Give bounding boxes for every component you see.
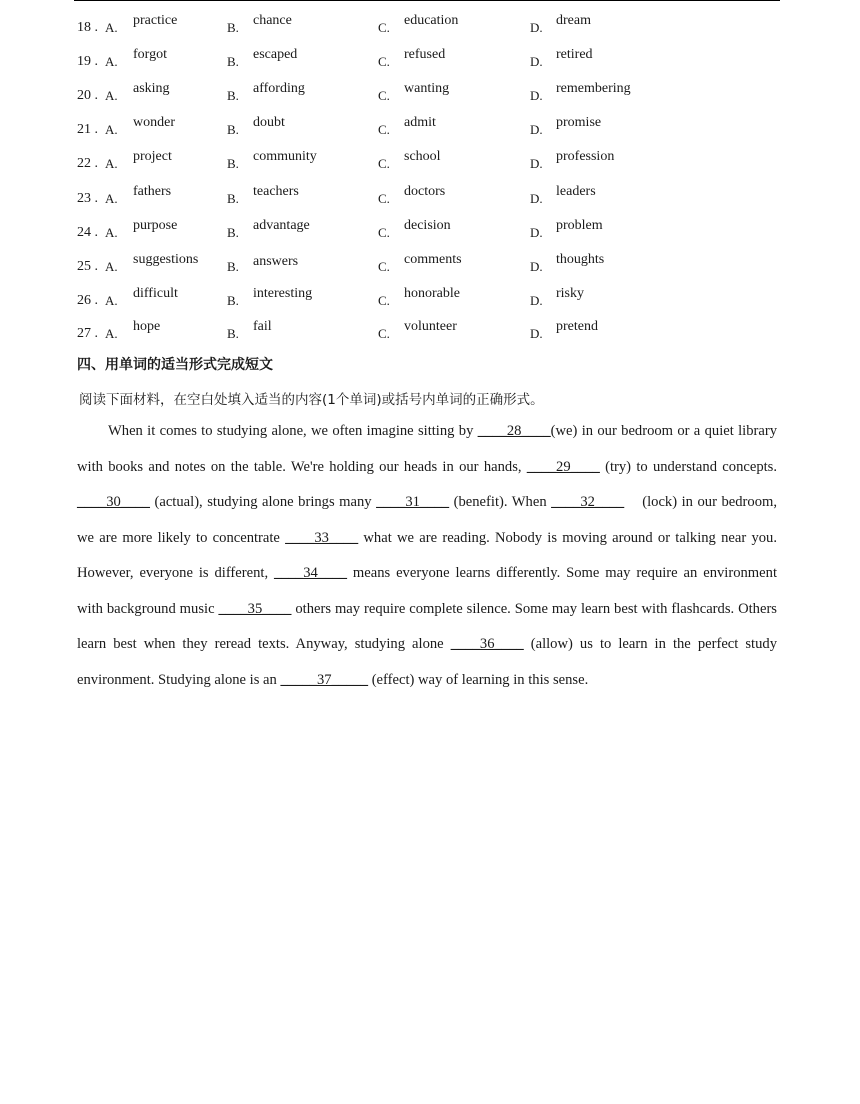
option-letter-b: B. [227, 326, 239, 341]
option-letter-d: D. [530, 20, 543, 35]
option-c: education [404, 13, 459, 28]
question-number: 27 . [77, 326, 98, 341]
option-letter-a: A. [105, 20, 118, 35]
option-letter-a: A. [105, 156, 118, 171]
option-a: practice [133, 13, 178, 28]
option-d: risky [556, 286, 584, 301]
blank-33: ____33____ [285, 529, 359, 546]
option-letter-c: C. [378, 122, 390, 137]
option-d: promise [556, 115, 602, 130]
option-letter-d: D. [530, 191, 543, 206]
option-letter-d: D. [530, 225, 543, 240]
option-letter-c: C. [378, 259, 390, 274]
option-d: remembering [556, 81, 631, 96]
option-letter-a: A. [105, 54, 118, 69]
option-b: answers [253, 254, 299, 269]
passage-paragraph [77, 414, 781, 698]
option-letter-c: C. [378, 225, 390, 240]
question-number: 18 . [77, 20, 98, 35]
option-letter-c: C. [378, 54, 390, 69]
passage-text: When it comes to studying alone, we often imagine sitting by [108, 423, 478, 439]
option-letter-d: D. [530, 88, 543, 103]
option-letter-d: D. [530, 122, 543, 137]
blank-30: ____30____ [77, 494, 150, 510]
option-c: school [404, 149, 441, 164]
question-row [77, 252, 777, 280]
passage-text: (actual), studying alone brings many [149, 494, 377, 510]
option-letter-d: D. [530, 293, 543, 308]
option-d: leaders [556, 184, 596, 199]
passage-text: what we are reading. Nobody is moving around or talking near you. However, everyone is different, [77, 529, 777, 581]
option-letter-c: C. [378, 88, 390, 103]
option-letter-a: A. [105, 259, 118, 274]
question-number: 19 . [77, 54, 98, 69]
passage-text: (we) in our bedroom or a quiet library with books and notes on the table. We're holding our heads in our hands, [77, 423, 778, 475]
blank-28: ____28____ [477, 423, 551, 439]
option-c: refused [404, 47, 446, 62]
option-a: purpose [133, 218, 178, 233]
passage-text: (lock) in our bedroom, we are more likely to concentrate [77, 494, 781, 546]
option-a: asking [133, 81, 170, 96]
option-letter-c: C. [378, 293, 390, 308]
question-row [77, 218, 777, 246]
option-b: teachers [253, 184, 299, 199]
question-row [77, 13, 777, 41]
question-row [77, 319, 777, 347]
option-c: admit [404, 115, 436, 130]
option-letter-c: C. [378, 191, 390, 206]
option-letter-b: B. [227, 20, 239, 35]
option-letter-b: B. [227, 122, 239, 137]
option-letter-d: D. [530, 326, 543, 341]
passage-text: (effect) way of learning in this sense. [368, 671, 589, 688]
passage-text: (benefit). When [449, 494, 552, 510]
question-number: 25 . [77, 259, 98, 274]
option-letter-b: B. [227, 191, 239, 206]
option-letter-b: B. [227, 293, 239, 308]
option-d: pretend [556, 319, 598, 334]
blank-29: ____29____ [526, 458, 600, 475]
option-letter-b: B. [227, 225, 239, 240]
question-row [77, 184, 777, 212]
passage-text: (try) to understand concepts. [599, 458, 777, 475]
question-row [77, 81, 777, 109]
blank-32: ____32____ [551, 494, 625, 510]
question-number: 23 . [77, 191, 98, 206]
question-number: 20 . [77, 88, 98, 103]
section-heading: 四、用单词的适当形式完成短文 [77, 357, 273, 373]
option-letter-a: A. [105, 88, 118, 103]
top-rule [74, 0, 780, 1]
option-letter-b: B. [227, 259, 239, 274]
option-letter-d: D. [530, 259, 543, 274]
question-number: 22 . [77, 156, 98, 171]
option-letter-a: A. [105, 225, 118, 240]
question-row [77, 149, 777, 177]
option-d: retired [556, 47, 593, 62]
passage-text: (allow) us to learn in the perfect study environment. Studying alone is an [77, 636, 778, 688]
option-b: affording [253, 81, 305, 96]
option-letter-b: B. [227, 88, 239, 103]
option-b: chance [253, 13, 292, 28]
option-a: forgot [133, 47, 167, 62]
option-a: difficult [133, 286, 178, 301]
option-d: problem [556, 218, 603, 233]
option-a: project [133, 149, 172, 164]
blank-35: ____35____ [218, 600, 292, 617]
option-c: comments [404, 252, 462, 267]
question-row [77, 286, 777, 314]
option-letter-a: A. [105, 326, 118, 341]
option-letter-d: D. [530, 54, 543, 69]
question-row [77, 47, 777, 75]
option-c: decision [404, 218, 451, 233]
option-letter-b: B. [227, 54, 239, 69]
question-row [77, 115, 777, 143]
blank-37: _____37_____ [280, 671, 369, 688]
question-number: 24 . [77, 225, 98, 240]
option-letter-a: A. [105, 122, 118, 137]
option-letter-a: A. [105, 293, 118, 308]
option-a: wonder [133, 115, 175, 130]
option-letter-c: C. [378, 20, 390, 35]
option-b: interesting [253, 286, 313, 301]
passage-text: means everyone learns differently. Some may require an environment with background music [77, 565, 777, 617]
option-c: wanting [404, 81, 450, 96]
option-c: doctors [404, 184, 446, 199]
option-b: doubt [253, 115, 285, 130]
passage-text: others may require complete silence. Some may learn best with flashcards. Others learn best when they reread texts. Anyway, studying alone [77, 600, 777, 652]
option-c: honorable [404, 286, 460, 301]
option-letter-c: C. [378, 156, 390, 171]
question-number: 26 . [77, 293, 98, 308]
passage [77, 414, 781, 698]
option-letter-c: C. [378, 326, 390, 341]
option-letter-b: B. [227, 156, 239, 171]
option-a: hope [133, 319, 161, 334]
option-b: fail [253, 319, 272, 334]
instruction-text: 阅读下面材料，在空白处填入适当的内容(1个单词)或括号内单词的正确形式。 [79, 392, 544, 408]
blank-31: ____31____ [376, 494, 450, 510]
question-number: 21 . [77, 122, 98, 137]
option-d: thoughts [556, 252, 605, 267]
blank-34: ____34____ [274, 565, 347, 581]
option-d: profession [556, 149, 615, 164]
option-b: advantage [253, 218, 310, 233]
option-d: dream [556, 13, 591, 28]
option-letter-a: A. [105, 191, 118, 206]
option-a: suggestions [133, 252, 199, 267]
option-b: community [253, 149, 317, 164]
option-c: volunteer [404, 319, 457, 334]
option-a: fathers [133, 184, 172, 199]
option-b: escaped [253, 47, 298, 62]
blank-36: ____36____ [450, 636, 524, 652]
option-letter-d: D. [530, 156, 543, 171]
